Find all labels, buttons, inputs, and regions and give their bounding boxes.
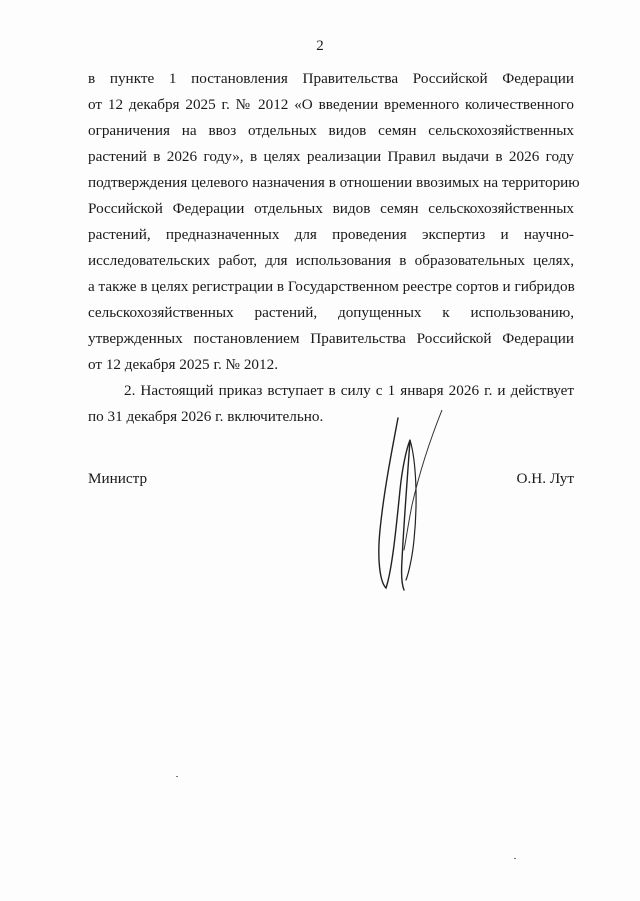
paragraph-line: 2. Настоящий приказ вступает в силу с 1 января 2026 г. и действует <box>124 382 574 399</box>
signer-title: Министр <box>88 470 148 487</box>
paragraph-line: от 12 декабря 2025 г. № 2012. <box>88 356 279 373</box>
page-number: 2 <box>316 38 324 54</box>
paragraph-line: ограничения на ввоз отдельных видов семян сельскохозяйственных <box>88 122 574 139</box>
paragraph-line: а также в целях регистрации в Государственном реестре сортов и гибридов <box>88 278 575 295</box>
paragraph-line: в пункте 1 постановления Правительства Российской Федерации <box>88 70 574 87</box>
paragraph-line: сельскохозяйственных растений, допущенных к использованию, <box>88 304 574 321</box>
paragraph-line: утвержденных постановлением Правительства Российской Федерации <box>88 330 574 347</box>
signer-name: О.Н. Лут <box>516 470 574 487</box>
paragraph-line: от 12 декабря 2025 г. № 2012 «О введении временного количественного <box>88 96 574 113</box>
paragraph-line: растений, предназначенных для проведения экспертиз и научно- <box>88 226 574 243</box>
paragraph-line: растений в 2026 году», в целях реализации Правил выдачи в 2026 году <box>88 148 574 165</box>
scan-speck <box>514 858 516 859</box>
paragraph-line: по 31 декабря 2026 г. включительно. <box>88 408 324 425</box>
paragraph-line: подтверждения целевого назначения в отношении ввозимых на территорию <box>88 174 580 191</box>
paragraph-line: исследовательских работ, для использования в образовательных целях, <box>88 252 574 269</box>
signature-image <box>362 410 462 595</box>
scan-speck <box>176 776 178 777</box>
paragraph-line: Российской Федерации отдельных видов семян сельскохозяйственных <box>88 200 574 217</box>
